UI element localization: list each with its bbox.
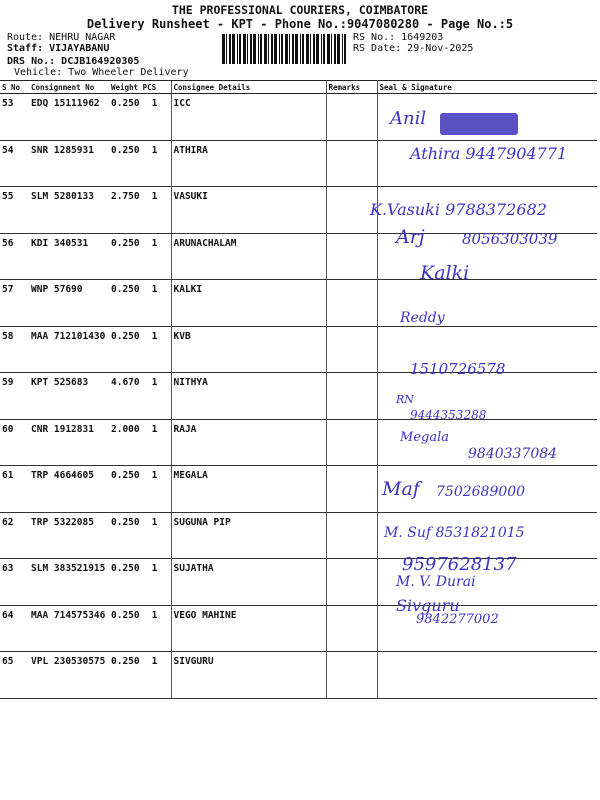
signature-58: Reddy [400,310,445,326]
cell-seal [377,187,597,234]
barcode-bar [229,34,231,64]
company-title: THE PROFESSIONAL COURIERS, COIMBATORE [171,3,429,17]
signature-65: Sivguru [396,596,460,615]
cell-sno: 62 [0,512,29,559]
cell-consignee: SUGUNA PIP [171,512,326,559]
barcode-bar [285,34,288,64]
signature-60: RN [396,393,414,406]
cell-weight-pcs [109,466,171,513]
cell-consignee: MEGALA [171,466,326,513]
cell-sno: 54 [0,140,29,187]
barcode-bar [281,34,283,64]
cell-remarks [326,373,377,420]
pcs-value: 1 [151,191,158,202]
pcs-value: 1 [151,609,158,621]
cell-remarks [326,233,377,280]
barcode-bar [323,34,325,64]
cell-weight-pcs [109,512,171,559]
barcode-bar [264,34,267,64]
cell-remarks [326,187,377,234]
cell-weight-pcs [109,94,171,141]
table-row [0,652,597,699]
barcode-bar [344,34,346,64]
cell-weight-pcs [109,559,171,606]
cell-consignment: KDI 340531 [29,233,109,280]
barcode-bar [232,34,235,64]
runsheet-table [0,80,597,699]
barcode-bar [268,34,269,64]
table-row [0,187,597,234]
barcode-bar [337,34,340,64]
cell-weight-pcs [109,233,171,280]
weight-value: 0.250 [111,98,140,109]
cell-consignee: ATHIRA [171,140,326,187]
cell-consignment: VPL 230530575 [29,652,109,699]
cell-consignment: CNR 1912831 [29,419,109,466]
signature-61: Megala [400,430,449,445]
signature-61-phone: 9840337084 [468,446,558,462]
barcode-bar [260,34,262,64]
signature-64: M. V. Durai [396,574,476,590]
weight-value: 0.250 [111,656,140,667]
barcode-bar [300,34,301,64]
weight-value: 0.250 [111,609,140,621]
signature-56-phone: 8056303039 [462,230,558,248]
cell-consignment: TRP 5322085 [29,512,109,559]
cell-sno: 65 [0,652,29,699]
barcode-bar [334,34,336,64]
pcs-value: 1 [151,423,158,435]
cell-consignee: VASUKI [171,187,326,234]
cell-seal [377,140,597,187]
pcs-value: 1 [151,144,158,156]
cell-remarks [326,419,377,466]
cell-weight-pcs [109,326,171,373]
barcode-bar [226,34,227,64]
barcode-bar [302,34,304,64]
pcs-value: 1 [151,516,158,528]
cell-sno: 56 [0,233,29,280]
cell-consignee: SUJATHA [171,559,326,606]
barcode-bar [327,34,330,64]
pcs-value: 1 [151,98,158,109]
barcode-bar [274,34,277,64]
col-consignment: Consignment No [29,81,109,94]
cell-consignment: WNP 57690 [29,280,109,327]
barcode-bar [342,34,343,64]
cell-sno: 57 [0,280,29,327]
weight-value: 2.750 [111,191,140,202]
barcode-bar [222,34,225,64]
barcode-bar [239,34,241,64]
cell-consignee: SIVGURU [171,652,326,699]
signature-54: Athira 9447904771 [410,144,568,163]
cell-weight-pcs [109,280,171,327]
barcode-bar [321,34,322,64]
cell-consignee: ARUNACHALAM [171,233,326,280]
col-remarks: Remarks [326,81,377,94]
cell-consignee: VEGO MAHINE [171,605,326,652]
table-row [0,140,597,187]
cell-sno: 60 [0,419,29,466]
cell-remarks [326,559,377,606]
barcode-bar [292,34,294,64]
barcode-bar [306,34,309,64]
cell-seal [377,373,597,420]
cell-remarks [326,466,377,513]
cell-weight-pcs [109,605,171,652]
pcs-value: 1 [151,284,158,295]
weight-value: 0.250 [111,470,140,481]
barcode-bar [253,34,256,64]
signature-57: Kalki [420,262,470,284]
pcs-value: 1 [151,563,158,574]
pcs-value: 1 [151,330,158,342]
signature-60-phone: 9444353288 [410,408,487,422]
barcode-bar [247,34,248,64]
cell-weight-pcs [109,652,171,699]
cell-seal [377,326,597,373]
table-row [0,419,597,466]
cell-sno: 63 [0,559,29,606]
pcs-value: 1 [151,656,158,667]
barcode-bar [258,34,259,64]
table-row [0,466,597,513]
barcode-bar [271,34,273,64]
runsheet-subtitle: Delivery Runsheet - KPT - Phone No.:9047080280 - Page No.:5 [86,17,514,31]
cell-consignment: SLM 5280133 [29,187,109,234]
barcode-bar [316,34,319,64]
table-row [0,512,597,559]
col-weight-pcs: Weight PCS [109,81,171,94]
cell-seal [377,466,597,513]
cell-remarks [326,280,377,327]
cell-remarks [326,94,377,141]
cell-remarks [326,652,377,699]
barcode-bar [295,34,298,64]
barcode-bar [250,34,252,64]
cell-seal [377,605,597,652]
cell-sno: 64 [0,605,29,652]
signature-53: Anil [390,108,427,129]
rs-date: RS Date: 29-Nov-2025 [353,43,474,54]
col-seal: Seal & Signature [377,81,597,94]
cell-remarks [326,140,377,187]
cell-consignee: KVB [171,326,326,373]
cell-remarks [326,326,377,373]
signature-55: K.Vasuki 9788372682 [370,200,547,219]
barcode-bar [331,34,332,64]
barcode-icon [222,34,349,64]
signature-65-phone: 9842277002 [416,612,499,627]
cell-seal [377,652,597,699]
cell-consignment: SLM 383521915 [29,559,109,606]
table-row [0,605,597,652]
cell-consignment: MAA 714575346 [29,605,109,652]
cell-sno: 59 [0,373,29,420]
weight-value: 4.670 [111,377,140,388]
signature-59: 1510726578 [410,360,506,378]
rs-number: RS No.: 1649203 [353,32,444,43]
cell-sno: 58 [0,326,29,373]
cell-consignee: KALKI [171,280,326,327]
table-row [0,233,597,280]
cell-sno: 55 [0,187,29,234]
weight-value: 0.250 [111,516,140,528]
cell-seal [377,559,597,606]
cell-sno: 53 [0,94,29,141]
weight-value: 2.000 [111,423,140,435]
barcode-bar [279,34,280,64]
cell-consignee: RAJA [171,419,326,466]
barcode-bar [289,34,290,64]
cell-seal [377,280,597,327]
signature-64-phone: 9597628137 [402,554,517,575]
cell-consignee: NITHYA [171,373,326,420]
staff-label: Staff: VIJAYABANU [7,43,110,54]
cell-seal [377,419,597,466]
barcode-bar [313,34,315,64]
cell-consignment: SNR 1285931 [29,140,109,187]
col-consignee: Consignee Details [171,81,326,94]
barcode-bar [310,34,311,64]
cell-remarks [326,605,377,652]
cell-sno: 61 [0,466,29,513]
barcode-bar [243,34,246,64]
cell-consignment: EDQ 15111962 [29,94,109,141]
route-label: Route: NEHRU NAGAR [7,32,116,43]
weight-value: 0.250 [111,144,140,156]
pcs-value: 1 [151,377,158,388]
signature-63: M. Suf 8531821015 [384,525,525,541]
cell-weight-pcs [109,140,171,187]
signature-62-phone: 7502689000 [436,484,526,500]
table-row [0,280,597,327]
cell-seal [377,512,597,559]
cell-remarks [326,512,377,559]
cell-weight-pcs [109,419,171,466]
cell-consignee: ICC [171,94,326,141]
signature-62: Maf [382,478,420,500]
weight-value: 0.250 [111,563,140,574]
weight-value: 0.250 [111,330,140,342]
table-row [0,373,597,420]
table-row [0,559,597,606]
signature-56: Arj [396,226,425,248]
cell-consignment: MAA 712101430 [29,326,109,373]
cell-seal [377,233,597,280]
seal-stamp [440,113,518,135]
cell-weight-pcs [109,187,171,234]
pcs-value: 1 [151,237,158,249]
cell-weight-pcs [109,373,171,420]
weight-value: 0.250 [111,284,140,295]
weight-value: 0.250 [111,237,140,249]
table-row [0,326,597,373]
drs-number: DRS No.: DCJB164920305 [7,56,140,67]
vehicle-label: Vehicle: Two Wheeler Delivery [14,67,189,78]
pcs-value: 1 [151,470,158,481]
cell-consignment: KPT 525683 [29,373,109,420]
col-sno: S No [0,81,29,94]
cell-consignment: TRP 4664605 [29,466,109,513]
table-header-row [0,81,597,94]
barcode-bar [237,34,238,64]
